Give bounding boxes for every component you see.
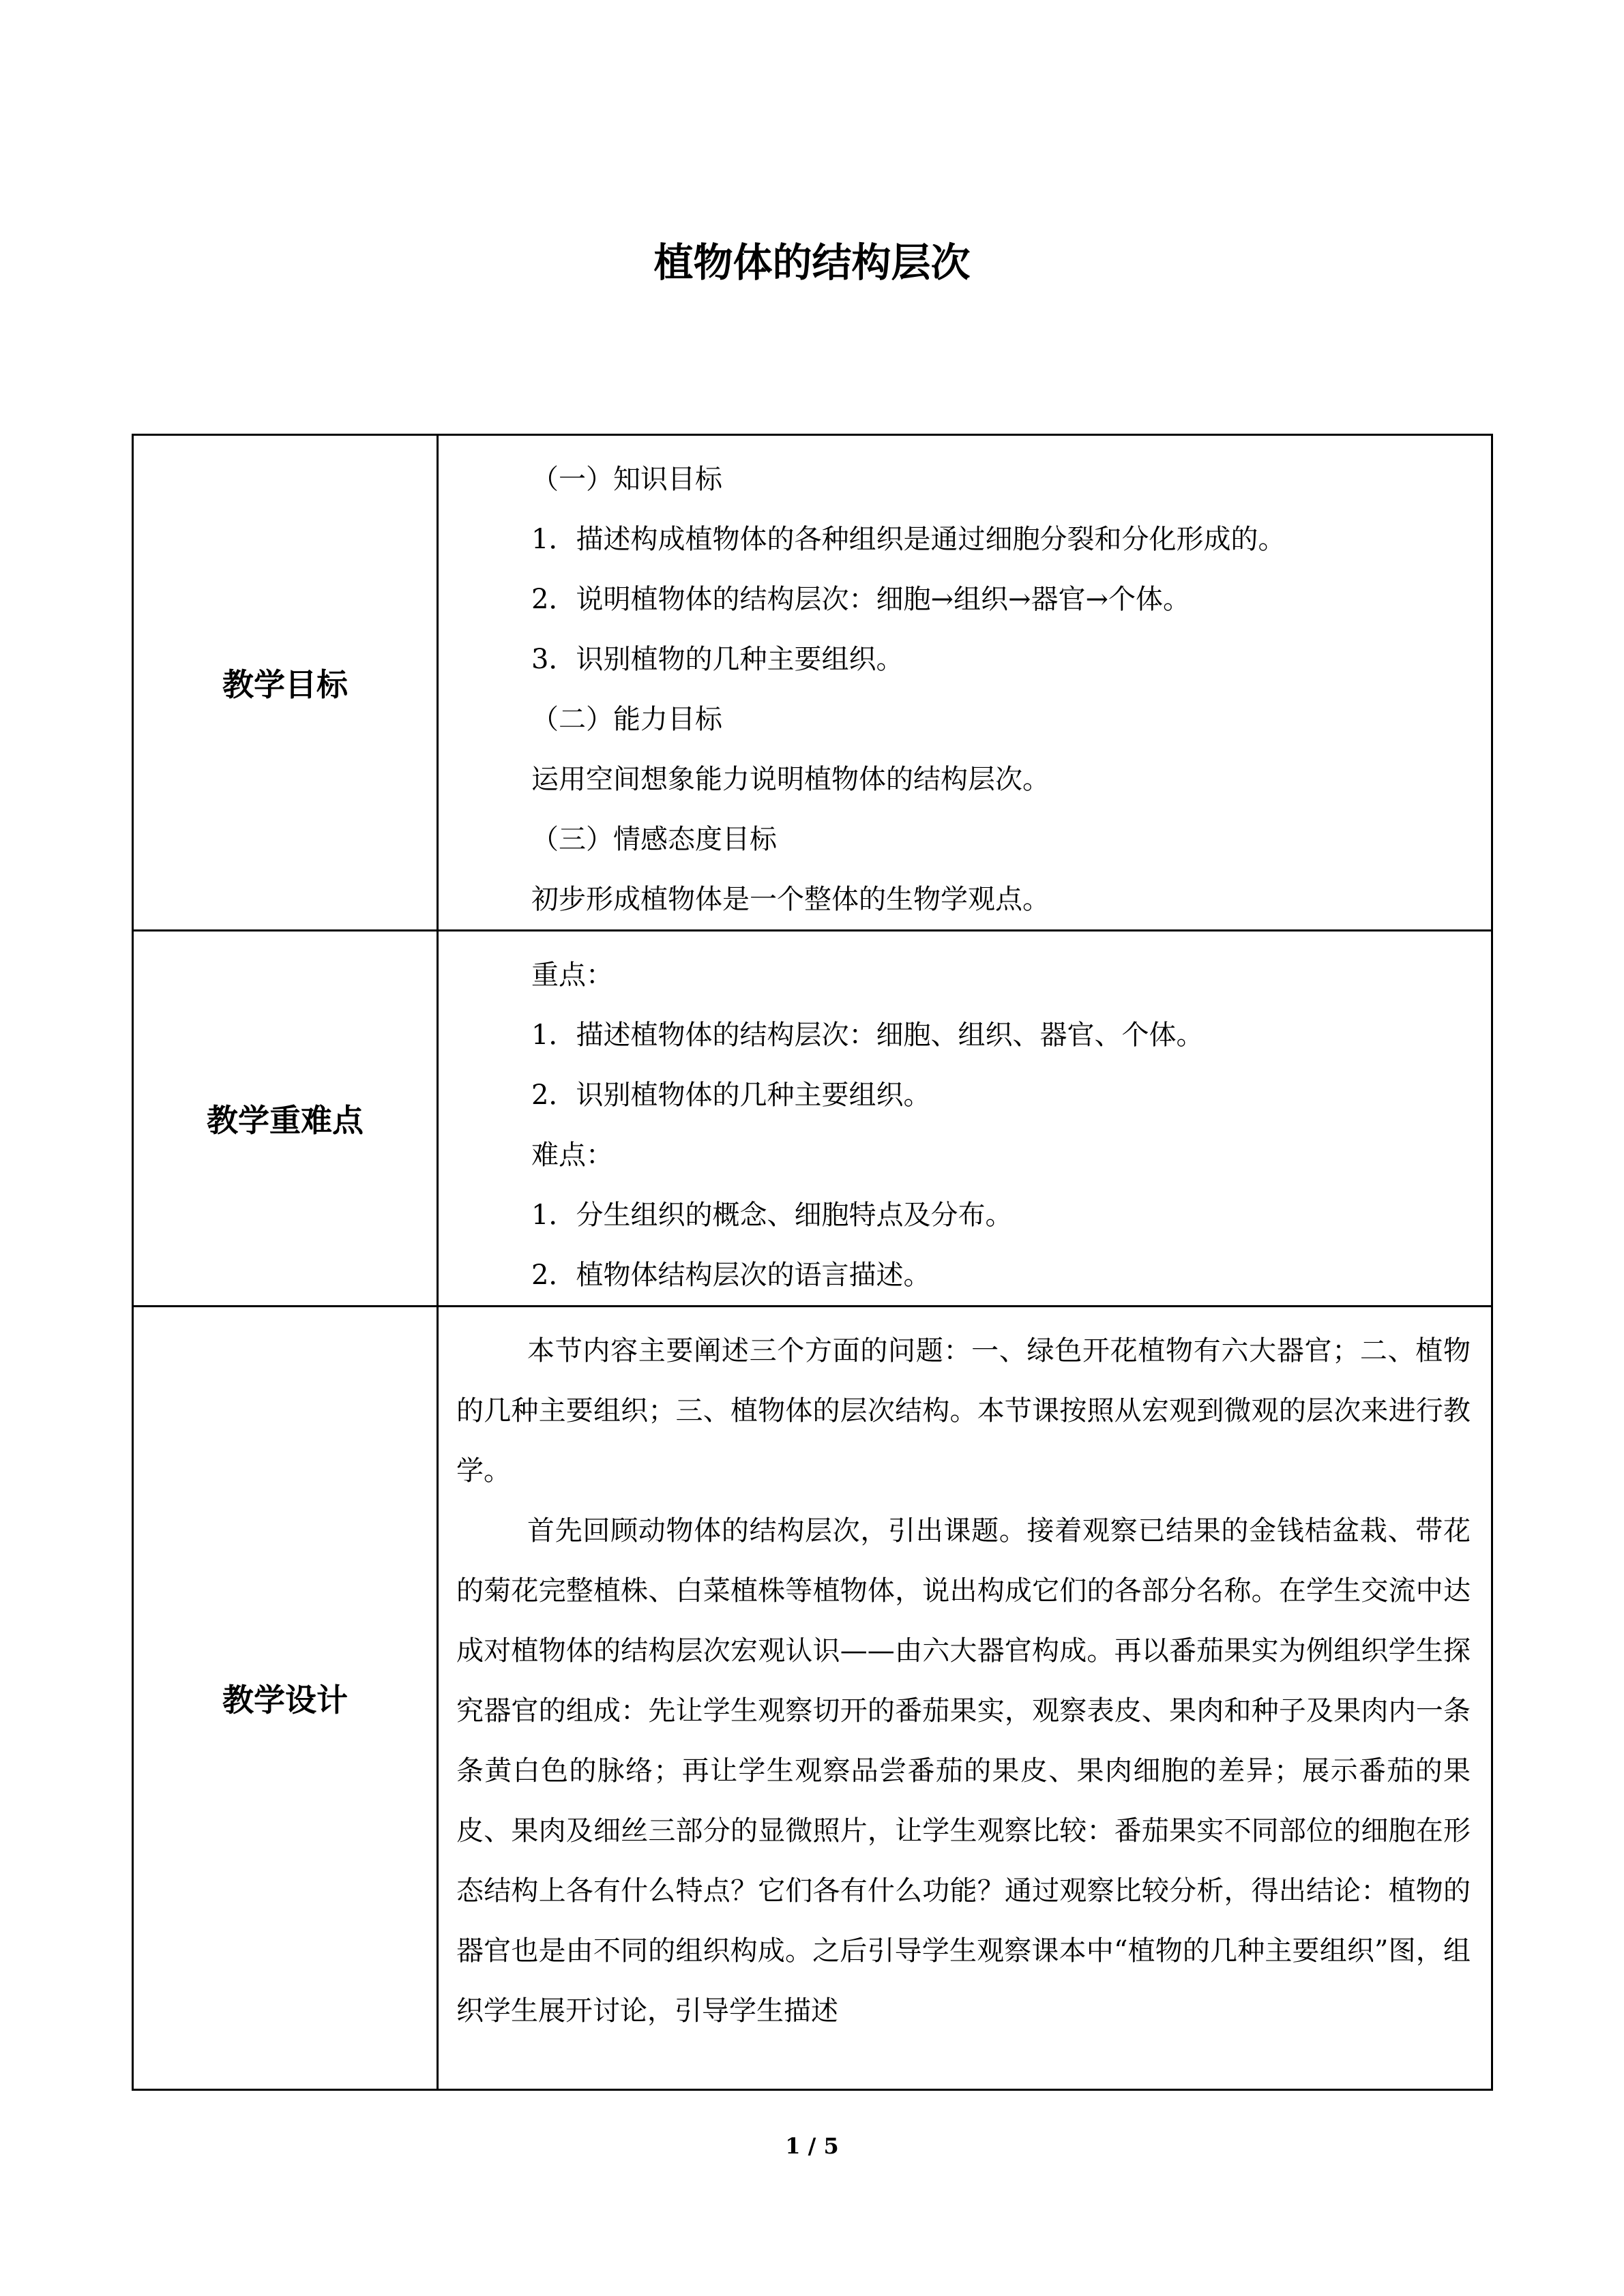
page-number: 1 / 5 [785,2133,839,2159]
page-title: 植物体的结构层次 [653,239,971,286]
objectives-line: 3．识别植物的几种主要组织。 [531,644,904,675]
table-row-key-points [133,931,1492,1307]
design-label: 教学设计 [133,1307,438,2090]
key-points-line: 1．分生组织的概念、细胞特点及分布。 [531,1199,1013,1231]
design-content [438,1307,1492,2090]
objectives-line: （一）知识目标 [531,464,722,495]
key-points-line: 2．植物体结构层次的语言描述。 [531,1259,931,1291]
lesson-plan-table [132,434,1493,2091]
objectives-line: 2．说明植物体的结构层次：细胞→组织→器官→个体。 [531,584,1190,615]
key-points-line: 2．识别植物体的几种主要组织。 [531,1079,931,1111]
table-row-objectives [133,435,1492,931]
objectives-line: 运用空间想象能力说明植物体的结构层次。 [531,764,1050,795]
objectives-line: （二）能力目标 [531,704,722,735]
key-points-line: 1．描述植物体的结构层次：细胞、组织、器官、个体。 [531,1019,1204,1051]
key-points-label: 教学重难点 [133,931,438,1307]
table-row-design [133,1307,1492,2090]
objectives-line: 初步形成植物体是一个整体的生物学观点。 [531,884,1050,915]
key-points-line: 重点： [531,959,613,991]
key-points-content [438,931,1492,1307]
objectives-line: （三）情感态度目标 [531,824,777,855]
design-paragraph: 本节内容主要阐述三个方面的问题：一、绿色开花植物有六大器官；二、植物的几种主要组织；三、植物体的层次结构。本节课按照从宏观到微观的层次来进行教学。 [456,1335,1471,1487]
objectives-label: 教学目标 [133,435,438,931]
objectives-content [438,435,1492,931]
design-paragraph: 首先回顾动物体的结构层次，引出课题。接着观察已结果的金钱桔盆栽、带花的菊花完整植株、白菜植株等植物体，说出构成它们的各部分名称。在学生交流中达成对植物体的结构层次宏观认识——由六大器官构成。再以番茄果实为例组织学生探究器官的组成：先让学生观察切开的番茄果实，观察表皮、果肉和种子及果肉内一条条黄白色的脉络；再让学生观察品尝番茄的果皮、果肉细胞的差异；展示番茄的果皮、果肉及细丝三部分的显微照片，让学生观察比较：番茄果实不同部位的细胞在形态结构上各有什么特点？它们各有什么功能？通过观察比较分析，得出结论：植物的器官也是由不同的组织构成。之后引导学生观察课本中“植物的几种主要组织”图，组织学生展开讨论，引导学生描述 [456,1515,1471,2027]
objectives-line: 1．描述构成植物体的各种组织是通过细胞分裂和分化形成的。 [531,524,1286,555]
key-points-line: 难点： [531,1139,613,1171]
